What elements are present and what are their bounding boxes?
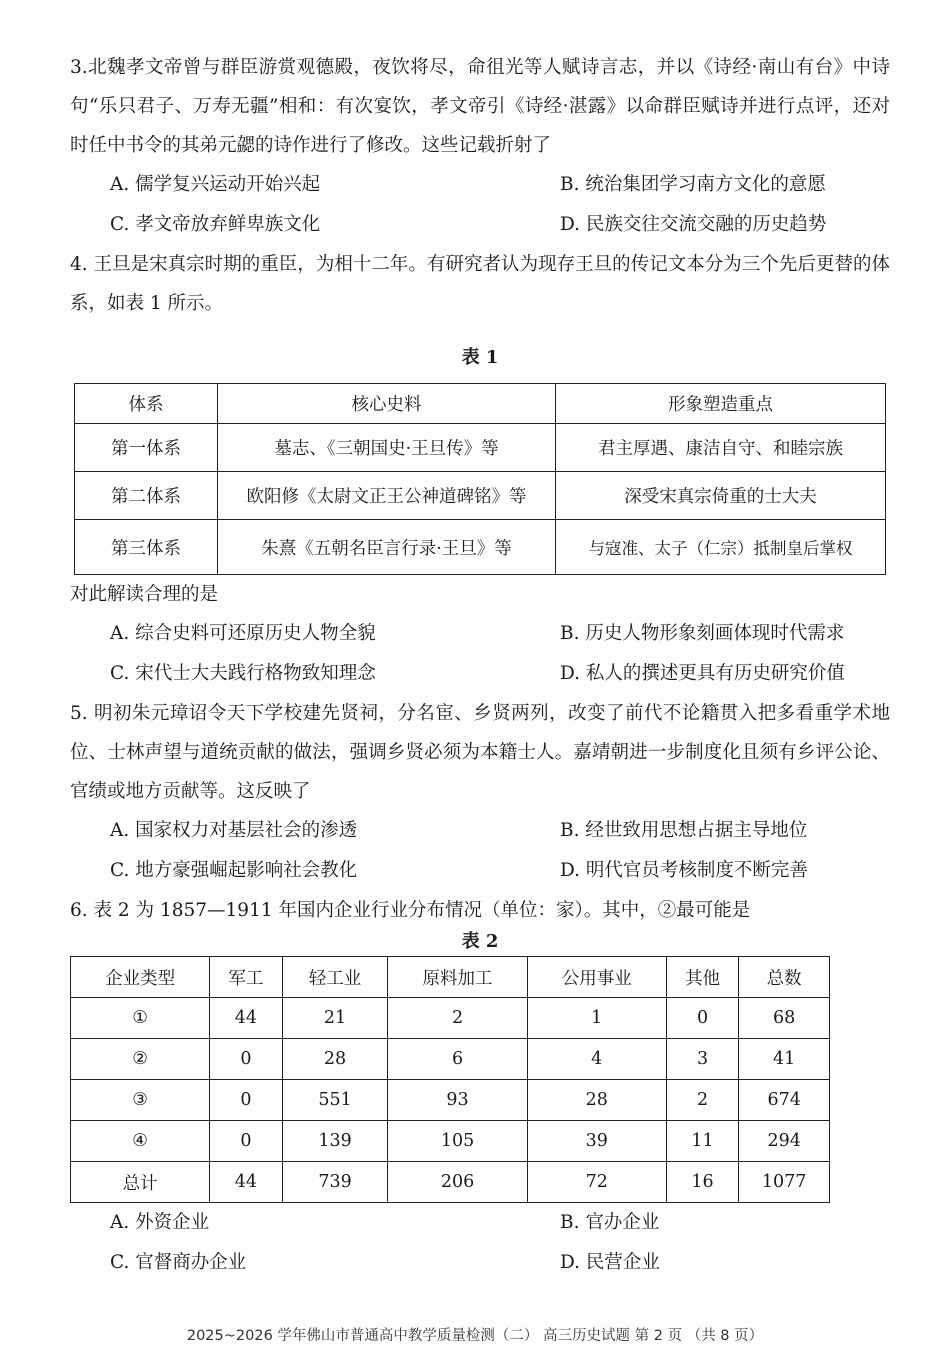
table-2 [70, 956, 830, 1203]
exam-page [70, 48, 890, 1283]
table-row [75, 424, 886, 472]
table-row [71, 1121, 830, 1162]
option-d[interactable]: D. 民族交往交流交融的历史趋势 [560, 214, 827, 235]
table-cell: 总计 [71, 1162, 210, 1203]
page-footer: 2025~2026 学年佛山市普通高中教学质量检测（二） 高三历史试题 第 2 页 （共 8 页） [186, 1328, 764, 1344]
table-cell: 0 [210, 1080, 282, 1121]
table-header: 其他 [666, 957, 738, 998]
table-cell: 139 [282, 1121, 388, 1162]
option-b[interactable]: B. 历史人物形象刻画体现时代需求 [560, 623, 845, 644]
table-cell: 2 [388, 998, 527, 1039]
table-cell: 1077 [739, 1162, 830, 1203]
table-total-row [71, 1162, 830, 1203]
table-header: 轻工业 [282, 957, 388, 998]
question-3-options [70, 165, 890, 245]
table-cell: 11 [666, 1121, 738, 1162]
table-cell: 68 [739, 998, 830, 1039]
table-header: 形象塑造重点 [556, 384, 886, 424]
option-d[interactable]: D. 民营企业 [560, 1252, 660, 1273]
table-cell: 第三体系 [75, 520, 218, 575]
option-c[interactable]: C. 官督商办企业 [110, 1252, 247, 1273]
question-4-stem: 4. 王旦是宋真宗时期的重臣，为相十二年。有研究者认为现存王旦的传记文本分为三个先后更替的体系，如表 1 所示。 [70, 254, 890, 314]
table-cell: 2 [666, 1080, 738, 1121]
question-3-stem: 3.北魏孝文帝曾与群臣游赏观德殿，夜饮将尽，命徂光等人赋诗言志，并以《诗经·南山有台》中诗句“乐只君子、万寿无疆”相和：有次宴饮，孝文帝引《诗经·湛露》以命群臣赋诗并进行点评，还对时任中书令的其弟元勰的诗作进行了修改。这些记载折射了 [70, 57, 890, 156]
table-cell: 44 [210, 1162, 282, 1203]
table-cell: 105 [388, 1121, 527, 1162]
table-cell: 1 [527, 998, 666, 1039]
table-cell: 深受宋真宗倚重的士大夫 [556, 472, 886, 520]
table-cell: 44 [210, 998, 282, 1039]
table-2-caption: 表 2 [461, 931, 499, 952]
table-cell: 93 [388, 1080, 527, 1121]
table-header: 体系 [75, 384, 218, 424]
table-1-caption: 表 1 [461, 347, 499, 368]
option-a[interactable]: A. 外资企业 [110, 1212, 210, 1233]
option-b[interactable]: B. 官办企业 [560, 1212, 660, 1233]
table-cell: 72 [527, 1162, 666, 1203]
table-cell: 朱熹《五朝名臣言行录·王旦》等 [218, 520, 556, 575]
table-cell: 551 [282, 1080, 388, 1121]
option-c[interactable]: C. 孝文帝放弃鲜卑族文化 [110, 214, 321, 235]
table-cell: ② [71, 1039, 210, 1080]
table-cell: 0 [210, 1039, 282, 1080]
table-1 [74, 383, 886, 575]
table-cell: 君主厚遇、康洁自守、和睦宗族 [556, 424, 886, 472]
table-cell: 6 [388, 1039, 527, 1080]
table-cell: 21 [282, 998, 388, 1039]
option-a[interactable]: A. 国家权力对基层社会的渗透 [110, 820, 358, 841]
table-row [71, 1080, 830, 1121]
table-cell: 41 [739, 1039, 830, 1080]
table-cell: 16 [666, 1162, 738, 1203]
table-header-row [71, 957, 830, 998]
table-cell: 第二体系 [75, 472, 218, 520]
option-a[interactable]: A. 综合史料可还原历史人物全貌 [110, 623, 376, 644]
option-b[interactable]: B. 统治集团学习南方文化的意愿 [560, 174, 826, 195]
table-row [75, 520, 886, 575]
table-row [71, 1039, 830, 1080]
question-4-prompt: 对此解读合理的是 [70, 584, 219, 605]
option-b[interactable]: B. 经世致用思想占据主导地位 [560, 820, 808, 841]
table-cell: ① [71, 998, 210, 1039]
table-header: 军工 [210, 957, 282, 998]
table-cell: 0 [210, 1121, 282, 1162]
option-d[interactable]: D. 私人的撰述更具有历史研究价值 [560, 663, 845, 684]
question-4-options [70, 614, 890, 694]
table-cell: 墓志、《三朝国史·王旦传》等 [218, 424, 556, 472]
table-row [75, 472, 886, 520]
table-cell: 3 [666, 1039, 738, 1080]
question-6-options [70, 1203, 890, 1283]
table-cell: 39 [527, 1121, 666, 1162]
table-cell: ④ [71, 1121, 210, 1162]
question-6-stem: 6. 表 2 为 1857—1911 年国内企业行业分布情况（单位：家）。其中，②最可能是 [70, 900, 751, 921]
table-cell: 与寇准、太子（仁宗）抵制皇后掌权 [556, 520, 886, 575]
table-cell: 674 [739, 1080, 830, 1121]
table-header: 总数 [739, 957, 830, 998]
table-row [71, 998, 830, 1039]
question-5-stem: 5. 明初朱元璋诏令天下学校建先贤祠，分名宦、乡贤两列，改变了前代不论籍贯入把多看重学术地位、士林声望与道统贡献的做法，强调乡贤必须为本籍士人。嘉靖朝进一步制度化且须有乡评公论、官绩或地方贡献等。这反映了 [70, 703, 890, 802]
table-cell: 294 [739, 1121, 830, 1162]
table-cell: 4 [527, 1039, 666, 1080]
option-d[interactable]: D. 明代官员考核制度不断完善 [560, 860, 808, 881]
table-header: 核心史料 [218, 384, 556, 424]
option-a[interactable]: A. 儒学复兴运动开始兴起 [110, 174, 321, 195]
table-header: 公用事业 [527, 957, 666, 998]
table-cell: ③ [71, 1080, 210, 1121]
question-5-options [70, 811, 890, 891]
table-header: 企业类型 [71, 957, 210, 998]
table-cell: 28 [527, 1080, 666, 1121]
option-c[interactable]: C. 地方豪强崛起影响社会教化 [110, 860, 358, 881]
option-c[interactable]: C. 宋代士大夫践行格物致知理念 [110, 663, 376, 684]
table-cell: 0 [666, 998, 738, 1039]
table-header-row [75, 384, 886, 424]
table-header: 原料加工 [388, 957, 527, 998]
table-cell: 206 [388, 1162, 527, 1203]
table-cell: 28 [282, 1039, 388, 1080]
table-cell: 欧阳修《太尉文正王公神道碑铭》等 [218, 472, 556, 520]
table-cell: 739 [282, 1162, 388, 1203]
table-cell: 第一体系 [75, 424, 218, 472]
